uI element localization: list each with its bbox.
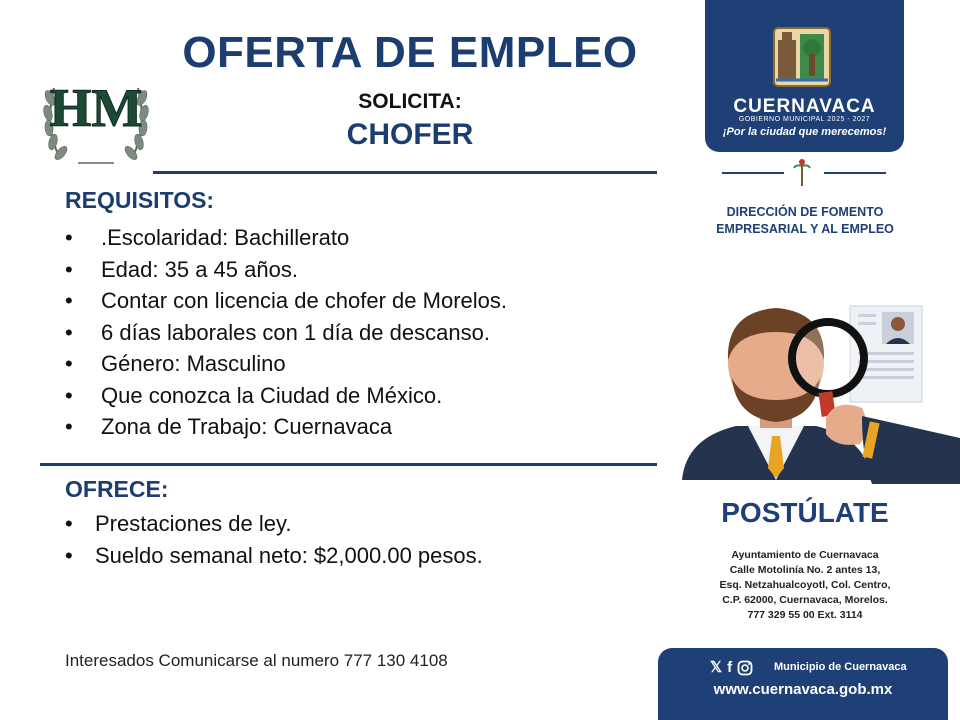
bullet-icon: • bbox=[65, 511, 73, 536]
bullet-icon: • bbox=[65, 382, 73, 408]
bullet-icon: • bbox=[65, 256, 73, 282]
government-slogan: ¡Por la ciudad que merecemos! bbox=[722, 126, 887, 138]
ornament-line bbox=[722, 172, 784, 174]
bullet-icon: • bbox=[65, 225, 73, 250]
bullet-icon: • bbox=[65, 351, 73, 376]
department-name: DIRECCIÓN DE FOMENTO EMPRESARIAL Y AL EMPLEO bbox=[716, 205, 894, 236]
list-item: • Edad: 35 a 45 años. bbox=[65, 254, 507, 286]
facebook-icon[interactable]: f bbox=[727, 659, 733, 676]
recruiter-magnifier-illustration bbox=[676, 288, 960, 484]
contact-address: Ayuntamiento de Cuernavaca Calle Motolinía No. 2 antes 13, Esq. Netzahualcoyotl, Col. Centro, C.P. 62000, Cuernavaca, Morelos. 777 329 55 00 Ext. 3114 bbox=[719, 549, 891, 621]
offer-list bbox=[65, 508, 483, 571]
list-item: • Prestaciones de ley. bbox=[65, 508, 483, 540]
list-item: • Contar con licencia de chofer de Morelos. bbox=[65, 285, 507, 317]
apply-cta: POSTÚLATE bbox=[721, 497, 889, 528]
list-item: • 6 días laborales con 1 día de descanso. bbox=[65, 317, 507, 349]
website-link[interactable]: www.cuernavaca.gob.mx bbox=[713, 681, 893, 698]
requirements-list bbox=[65, 222, 507, 443]
contact-info: Interesados Comunicarse al numero 777 130 4108 bbox=[65, 651, 448, 670]
offer-title: OFRECE: bbox=[65, 476, 169, 502]
bullet-icon: • bbox=[65, 288, 73, 313]
hm-monogram-icon bbox=[38, 58, 154, 174]
instagram-icon[interactable] bbox=[737, 660, 753, 676]
government-term: GOBIERNO MUNICIPAL 2025 - 2027 bbox=[738, 116, 871, 123]
x-icon[interactable]: 𝕏 bbox=[710, 659, 723, 676]
svg-text:HM: HM bbox=[49, 78, 143, 138]
header-divider bbox=[153, 171, 657, 174]
cuernavaca-seal-icon bbox=[770, 20, 834, 90]
social-handle: Municipio de Cuernavaca bbox=[774, 661, 907, 673]
list-item: • .Escolaridad: Bachillerato bbox=[65, 222, 507, 254]
city-name: CUERNAVACA bbox=[733, 96, 876, 117]
list-item: • Género: Masculino bbox=[65, 348, 507, 380]
list-item: • Zona de Trabajo: Cuernavaca bbox=[65, 411, 507, 443]
ornament-line bbox=[824, 172, 886, 174]
solicita-label: SOLICITA: bbox=[358, 90, 462, 113]
position-title: CHOFER bbox=[346, 118, 474, 151]
requirements-title: REQUISITOS: bbox=[65, 187, 215, 213]
social-links bbox=[700, 659, 930, 677]
bullet-icon: • bbox=[65, 542, 73, 568]
page-title: OFERTA DE EMPLEO bbox=[182, 28, 638, 77]
section-divider bbox=[40, 463, 657, 466]
bullet-icon: • bbox=[65, 414, 73, 439]
list-item: • Sueldo semanal neto: $2,000.00 pesos. bbox=[65, 540, 483, 572]
plant-ornament-icon bbox=[790, 158, 814, 188]
list-item: • Que conozca la Ciudad de México. bbox=[65, 380, 507, 412]
bullet-icon: • bbox=[65, 319, 73, 345]
